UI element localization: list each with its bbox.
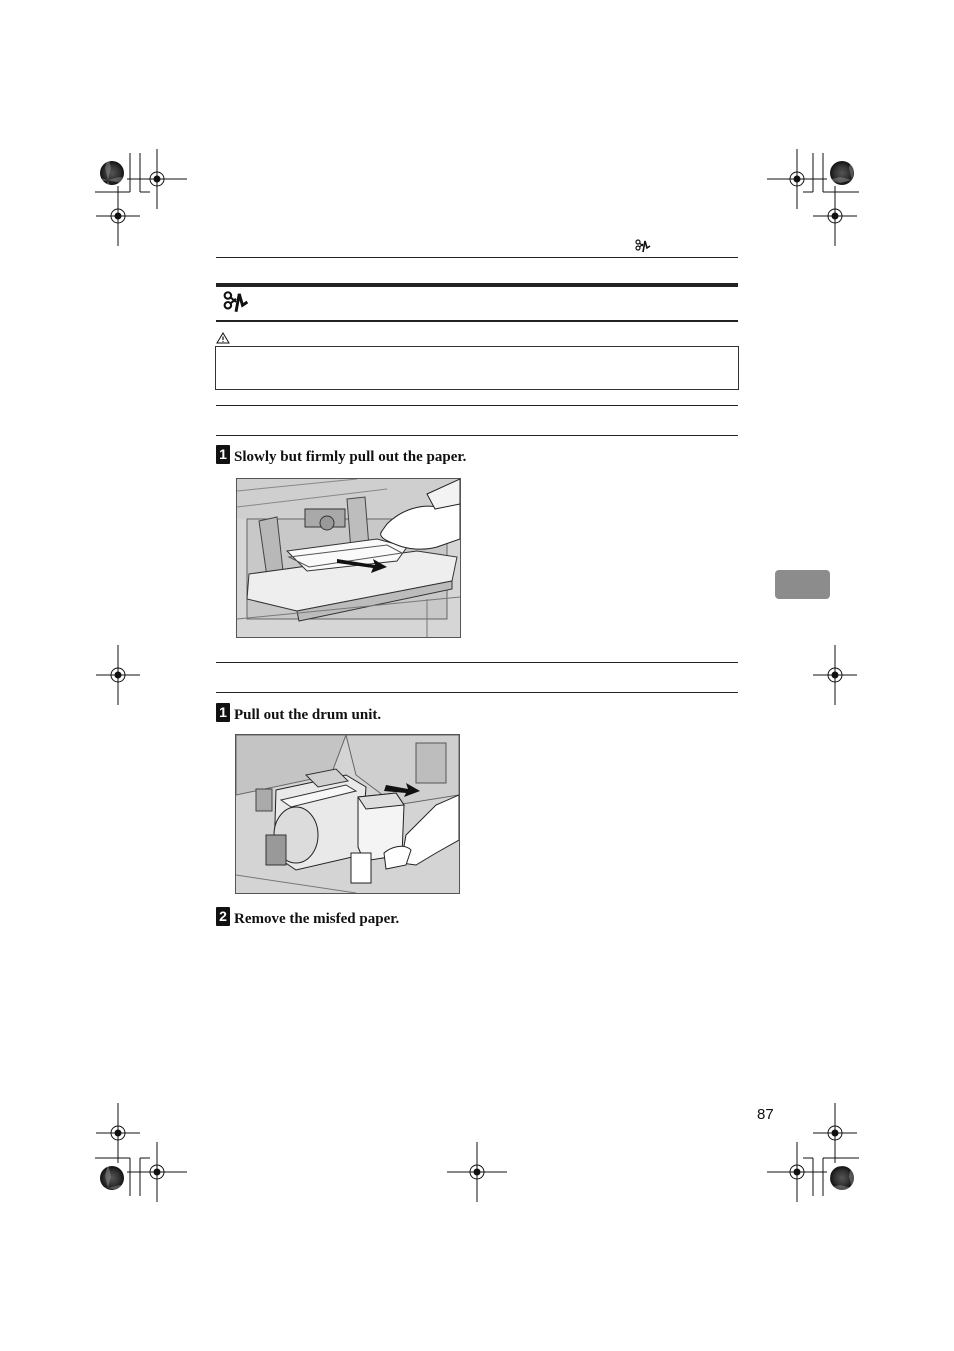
step-text: Remove the misfed paper.: [234, 911, 400, 927]
chapter-thumb-tab: [775, 570, 830, 599]
step-text: Slowly but firmly pull out the paper.: [234, 449, 467, 465]
caution-triangle-icon: [216, 332, 230, 344]
subsection-rule-bottom: [216, 692, 738, 693]
step-number: 1: [216, 445, 230, 464]
step-text: Pull out the drum unit.: [234, 707, 382, 723]
title-rule-top: [216, 283, 738, 287]
title-rule-bottom: [216, 320, 738, 322]
misfeed-icon: [635, 239, 651, 253]
illustration-drum-unit: [235, 734, 460, 894]
subsection-rule-top: [216, 405, 738, 406]
illustration-pull-paper: [236, 478, 461, 638]
misfeed-icon: [223, 290, 249, 314]
page-number: 87: [757, 1106, 774, 1123]
subsection-rule-bottom: [216, 435, 738, 436]
step-number: 2: [216, 907, 230, 926]
step-number: 1: [216, 703, 230, 722]
caution-box: [215, 346, 739, 390]
subsection-rule-top: [216, 662, 738, 663]
header-rule: [216, 257, 738, 258]
